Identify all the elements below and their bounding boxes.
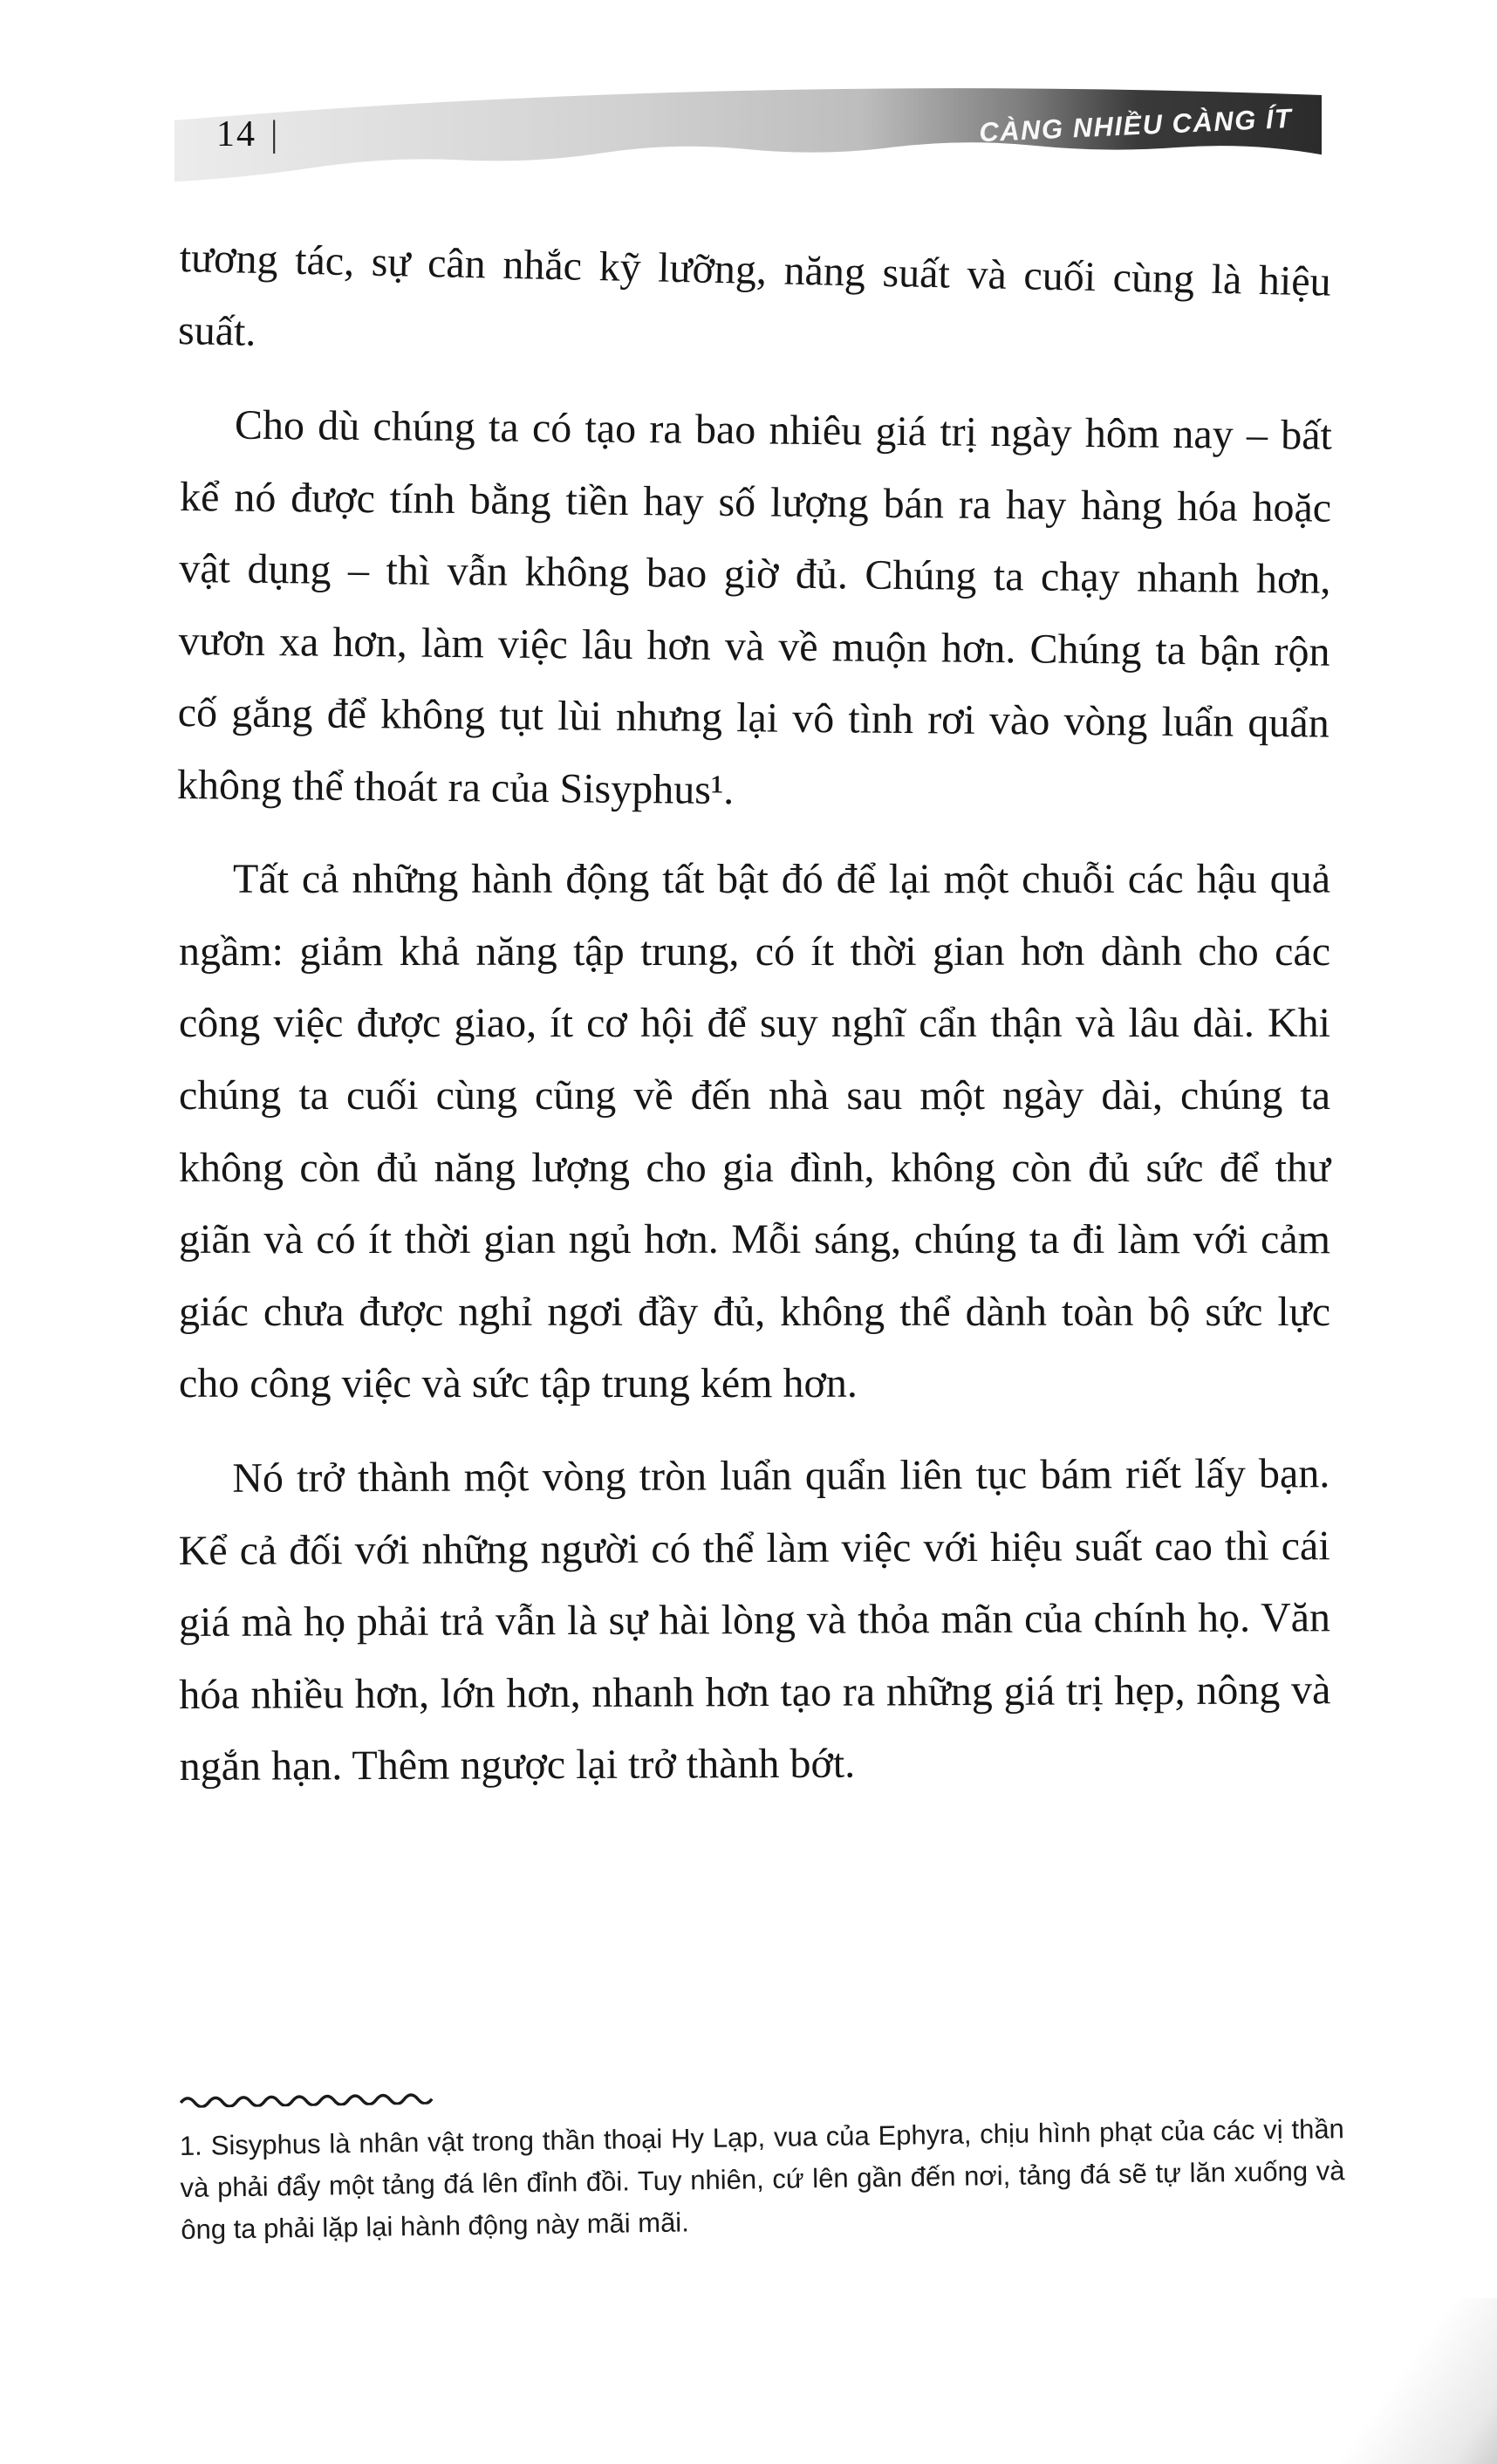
footnote-body: Sisyphus là nhân vật trong thần thoại Hy Lạp, vua của Ephyra, chịu hình phạt của các vị thần và phải đẩy một tảng đá lên đỉnh đồi. Tuy nhiên, cứ lên gần đến nơi, tảng đá sẽ tự lăn xuống và ông ta phải lặp lại hành động này mãi mãi. — [180, 2113, 1345, 2246]
page-header — [174, 68, 1322, 203]
paragraph-3: Tất cả những hành động tất bật đó để lại một chuỗi các hậu quả ngầm: giảm khả năng tập trung, có ít thời gian hơn dành cho các công việc được giao, ít cơ hội để suy nghĩ cẩn thận và lâu dài. Khi chúng ta cuối cùng cũng về đến nhà sau một ngày dài, chúng ta không còn đủ năng lượng cho gia đình, không còn đủ sức để thư giãn và có ít thời gian ngủ hơn. Mỗi sáng, chúng ta đi làm với cảm giác chưa được nghỉ ngơi đầy đủ, không thể dành toàn bộ sức lực cho công việc và sức tập trung kém hơn. — [179, 856, 1330, 1407]
page-number — [216, 113, 279, 155]
running-title: CÀNG NHIỀU CÀNG ÍT — [978, 103, 1293, 148]
footnote-divider — [179, 2089, 441, 2108]
paragraph-1: tương tác, sự cân nhắc kỹ lưỡng, năng suất và cuối cùng là hiệu suất. — [177, 235, 1332, 355]
page-body — [176, 222, 1333, 1803]
footnote-section — [179, 2075, 1346, 2251]
page-number-separator: | — [270, 114, 280, 154]
footnote-text — [180, 2108, 1346, 2251]
page-number-value: 14 — [216, 114, 256, 154]
footnote-marker: 1. — [179, 2130, 203, 2161]
paragraph-4: Nó trở thành một vòng tròn luẩn quẩn liên tục bám riết lấy bạn. Kể cả đối với những người có thể làm việc với hiệu suất cao thì cái giá mà họ phải trả vẫn là sự hài lòng và thỏa mãn của chính họ. Văn hóa nhiều hơn, lớn hơn, nhanh hơn tạo ra những giá trị hẹp, nông và ngắn hạn. Thêm ngược lại trở thành bớt. — [178, 1449, 1331, 1790]
page-curl-shadow — [1279, 2298, 1497, 2464]
paragraph-2: Cho dù chúng ta có tạo ra bao nhiêu giá trị ngày hôm nay – bất kể nó được tính bằng tiền hay số lượng bán ra hay hàng hóa hoặc vật dụng – thì vẫn không bao giờ đủ. Chúng ta chạy nhanh hơn, vươn xa hơn, làm việc lâu hơn và về muộn hơn. Chúng ta bận rộn cố gắng để không tụt lùi nhưng lại vô tình rơi vào vòng luẩn quẩn không thể thoát ra của Sisyphus¹. — [176, 401, 1333, 813]
